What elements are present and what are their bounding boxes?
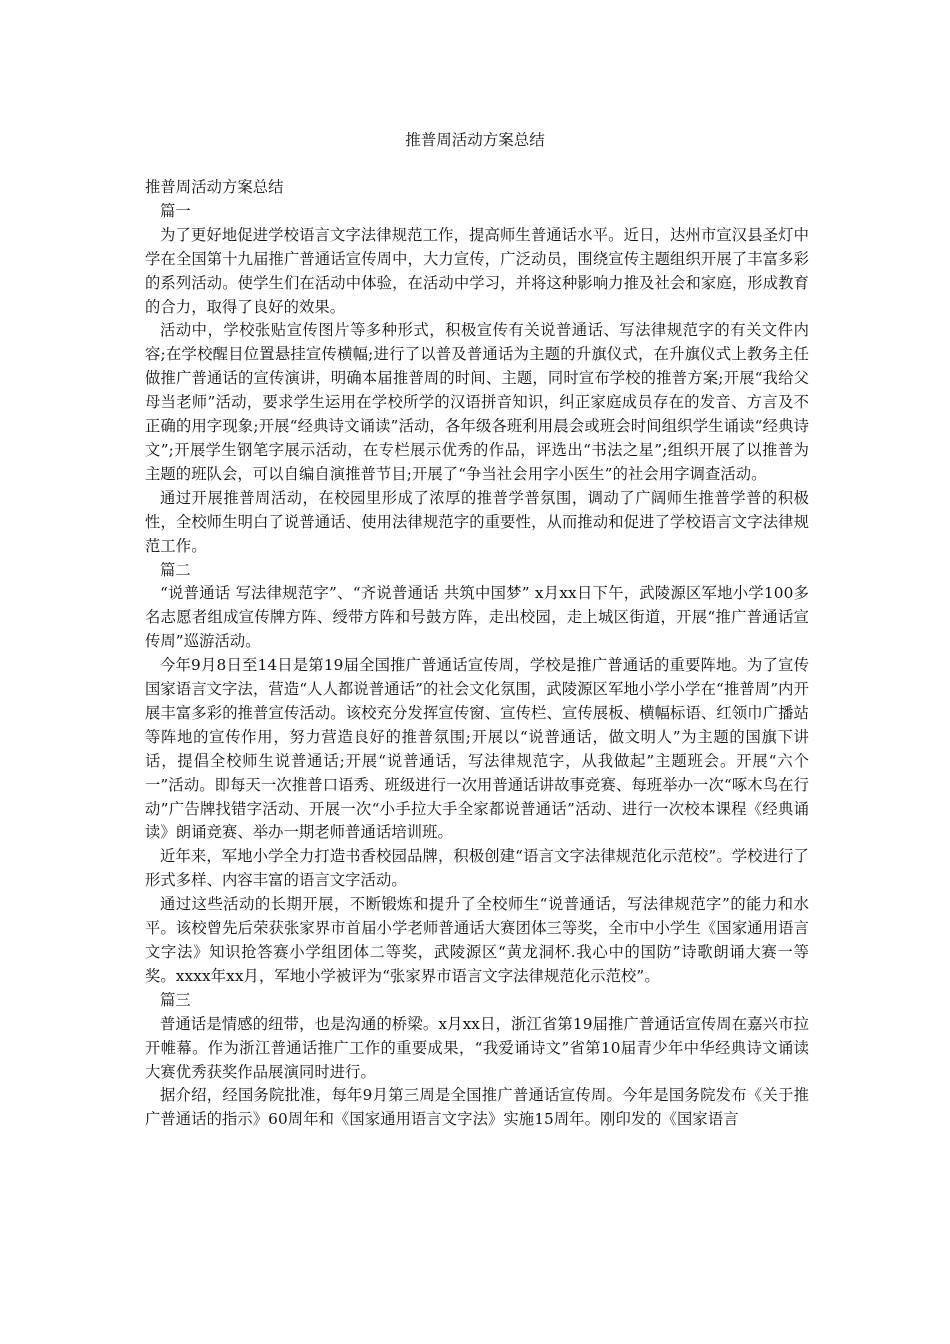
document-body (145, 176, 809, 1132)
paragraph: 今年9月8日至14日是第19届全国推广普通话宣传周，学校是推广普通话的重要阵地。为了宣传国家语言文字法，营造“人人都说普通话”的社会文化氛围，武陵源区军地小学小学在“推普周”内开展丰富多彩的推普宣传活动。该校充分发挥宣传窗、宣传栏、宣传展板、横幅标语、红领巾广播站等阵地的宣传作用，努力营造良好的推普氛围;开展以“说普通话，做文明人”为主题的国旗下讲话，提倡全校师生说普通话;开展“说普通话，写法律规范字，从我做起”主题班会。开展“六个一”活动。即每天一次推普口语秀、班级进行一次用普通话讲故事竞赛、每班举办一次“啄木鸟在行动”广告牌找错字活动、开展一次“小手拉大手全家都说普通话”活动、进行一次校本课程《经典诵读》朗诵竞赛、举办一期老师普通话培训班。 (145, 656, 809, 842)
paragraph: 活动中，学校张贴宣传图片等多种形式，积极宣传有关说普通话、写法律规范字的有关文件内容;在学校醒目位置悬挂宣传横幅;进行了以普及普通话为主题的升旗仪式，在升旗仪式上教务主任做推广普通话的宣传演讲，明确本届推普周的时间、主题，同时宣布学校的推普方案;开展“我给父母当老师”活动，要求学生运用在学校所学的汉语拼音知识，纠正家庭成员存在的发音、方言及不正确的用字现象;开展“经典诗文诵读”活动，各年级各班利用晨会或班会时间组织学生诵读“经典诗文”;开展学生钢笔字展示活动，在专栏展示优秀的作品，评选出“书法之星”;组织开展了以推普为主题的班队会，可以自编自演推普节目;开展了“争当社会用字小医生”的社会用字调查活动。 (145, 321, 809, 483)
paragraph: 据介绍，经国务院批准，每年9月第三周是全国推广普通话宣传周。今年是国务院发布《关于推广普通话的指示》60周年和《国家通用语言文字法》实施15周年。刚印发的《国家语言 (145, 1086, 809, 1129)
paragraph: “说普通话 写法律规范字”、“齐说普通话 共筑中国梦” x月xx日下午，武陵源区军地小学100多名志愿者组成宣传牌方阵、绶带方阵和号鼓方阵，走出校园，走上城区街道，开展“推广普通话宣传周”巡游活动。 (145, 584, 809, 651)
document-subtitle: 推普周活动方案总结 (145, 178, 284, 196)
paragraph: 为了更好地促进学校语言文字法律规范工作，提高师生普通话水平。近日，达州市宣汉县圣灯中学在全国第十九届推广普通话宣传周中，大力宣传，广泛动员，围绕宣传主题组织开展了丰富多彩的系列活动。使学生们在活动中体验，在活动中学习，并将这种影响力推及社会和家庭，形成教育的合力，取得了良好的效果。 (145, 225, 809, 316)
paragraph: 通过开展推普周活动，在校园里形成了浓厚的推普学普氛围，调动了广阔师生推普学普的积极性，全校师生明白了说普通话、使用法律规范字的重要性，从而推动和促进了学校语言文字法律规范工作。 (145, 488, 809, 555)
section-label-1: 篇一 (160, 201, 191, 220)
page-title: 推普周活动方案总结 (405, 131, 545, 149)
section-label-2: 篇二 (160, 560, 191, 579)
paragraph: 近年来，军地小学全力打造书香校园品牌，积极创建“语言文字法律规范化示范校”。学校进行了形式多样、内容丰富的语言文字活动。 (145, 847, 809, 890)
section-label-3: 篇三 (160, 990, 191, 1009)
paragraph: 普通话是情感的纽带，也是沟通的桥梁。x月xx日，浙江省第19届推广普通话宣传周在嘉兴市拉开帷幕。作为浙江普通话推广工作的重要成果，“我爱诵诗文”省第10届青少年中华经典诗文诵读大赛优秀获奖作品展演同时进行。 (145, 1014, 809, 1081)
paragraph: 通过这些活动的长期开展，不断锻炼和提升了全校师生“说普通话，写法律规范字”的能力和水平。该校曾先后荣获张家界市首届小学老师普通话大赛团体三等奖，全市中小学生《国家通用语言文字法》知识抢答赛小学组团体二等奖，武陵源区“黄龙洞杯.我心中的国防”诗歌朗诵大赛一等奖。xxxx年xx月，军地小学被评为“张家界市语言文字法律规范化示范校”。 (145, 895, 809, 985)
